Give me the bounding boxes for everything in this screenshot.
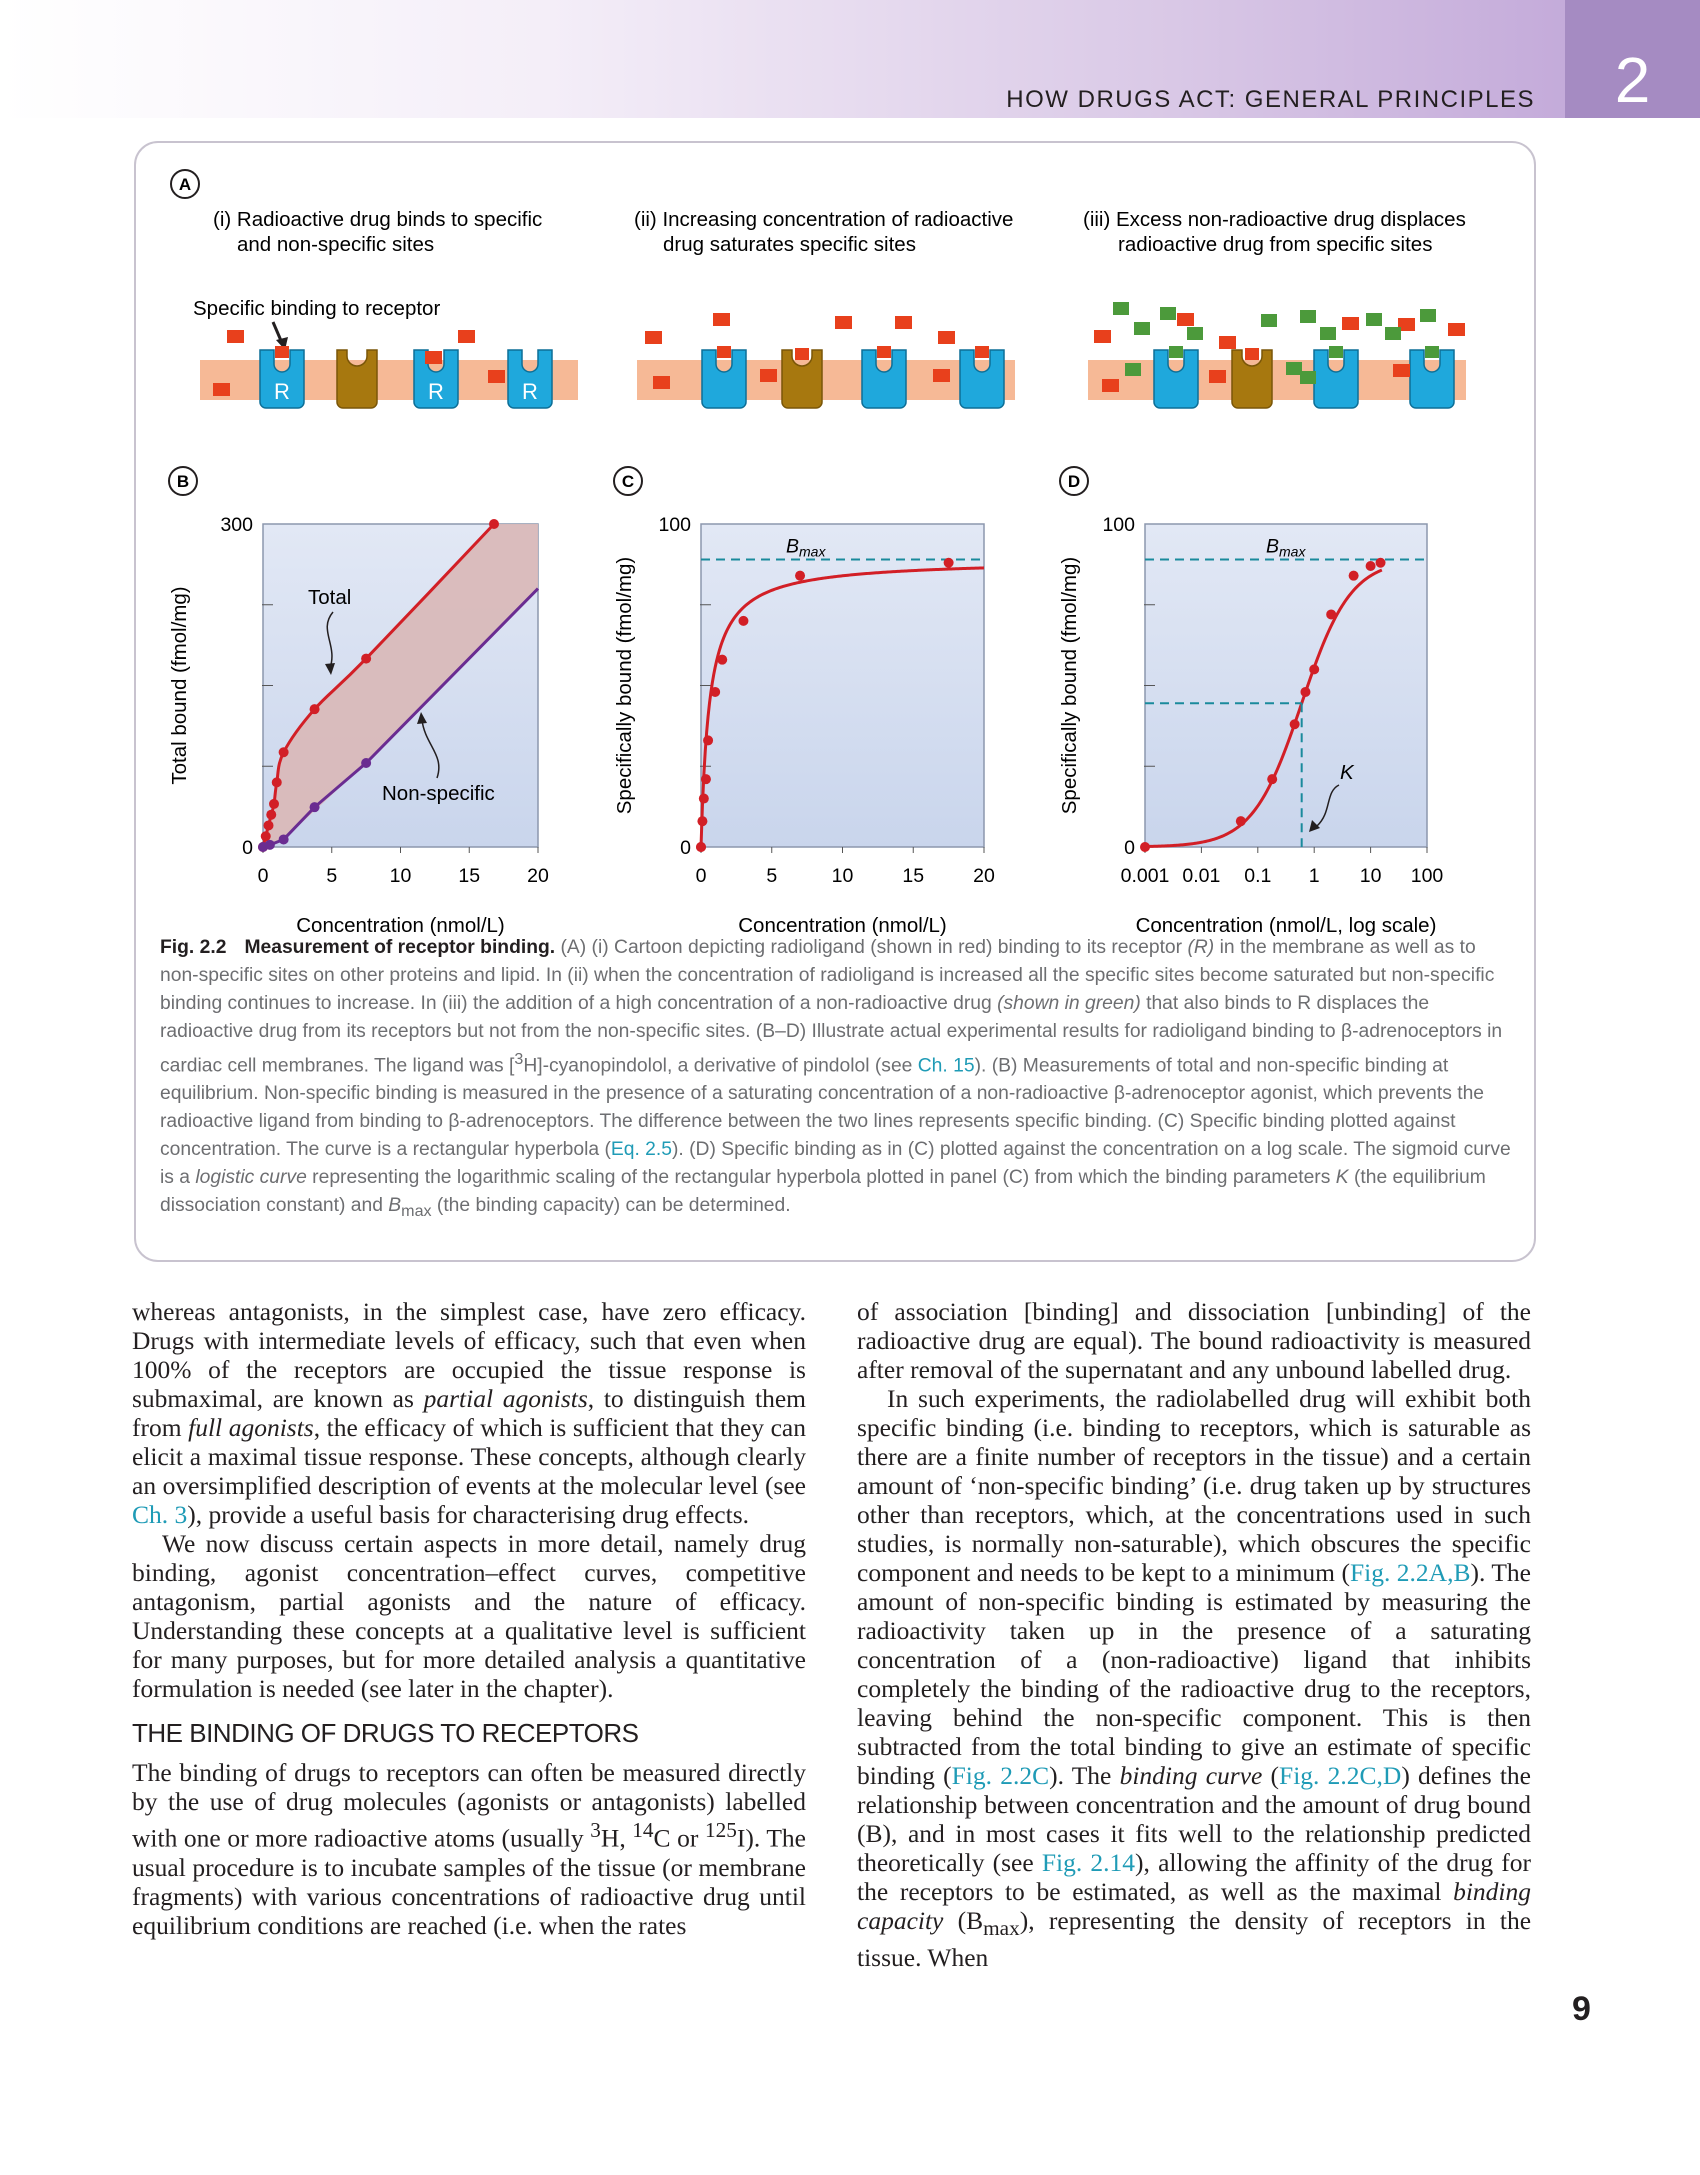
radioligand — [645, 331, 662, 344]
data-point — [795, 571, 805, 581]
y-tick-label: 300 — [220, 514, 253, 536]
text-run: In such experiments, the radiolabelled drug will exhibit both specific binding (i.e. binding to receptors, which is saturable as there are a finite number of receptors in the tissue) and a certain amount of ‘non-specific binding’ (i.e. drug taken up by structures other than receptors, which, at the concentrations used in such studies, is normally non-saturable), which obscures the specific component and needs to be kept to a minimum ( — [857, 1384, 1531, 1587]
caption-text: (A) (i) Cartoon depicting radioligand (shown in red) binding to its receptor — [555, 937, 1188, 958]
radioligand — [938, 331, 955, 344]
data-point — [1300, 687, 1310, 697]
caption-italic: K — [1335, 1166, 1349, 1188]
x-tick-label: 0.01 — [1182, 865, 1221, 887]
panel-a-iii-line1: (iii) Excess non-radioactive drug displaces — [1083, 208, 1466, 231]
paragraph: We now discuss certain aspects in more detail, namely drug binding, agonist concentration–effect curves, competitive antagonism, partial agonists and the nature of efficacy. Understanding these concepts at a qualitative level is sufficient for many purposes, but for more detailed analysis a quantitative formulation is needed (see later in the chapter). — [132, 1529, 806, 1703]
caption-text: ). (D) Specific binding as in (C) plotted against the concentration on a log scale. The sigmoid curve is a — [160, 1138, 1511, 1188]
panel-b-letter: B — [176, 472, 190, 491]
receptor — [1314, 350, 1358, 408]
data-point — [1140, 842, 1150, 852]
radioligand — [213, 383, 230, 396]
panel-a — [171, 170, 1466, 408]
figure-caption — [160, 934, 1515, 1225]
y-axis-label: Specifically bound (fmol/mg) — [1058, 556, 1081, 815]
text-run: ), allowing the affinity of the drug for the receptors to be estimated, as well as the maximal — [857, 1848, 1531, 1906]
radioligand — [975, 346, 989, 358]
caption-subscript: max — [401, 1201, 432, 1220]
receptor — [862, 350, 906, 408]
radioligand — [717, 346, 731, 358]
text-run: whereas antagonists, in the simplest case, have zero efficacy. Drugs with intermediate levels of efficacy, such that even when 100% of the receptors are occupied the tissue response is submaximal, are known as — [132, 1297, 806, 1413]
radioligand — [1219, 336, 1236, 349]
x-tick-label: 10 — [389, 865, 412, 887]
plot-area — [1145, 524, 1427, 847]
data-point — [1267, 774, 1277, 784]
receptor-letter: R — [428, 379, 444, 404]
nonradioactive-drug — [1187, 327, 1203, 340]
text-run: I). The usual procedure is to incubate samples of the tissue (or membrane fragments) with various concentrations of radioactive drug until equilibrium conditions are reached (i.e. when the rates — [132, 1823, 806, 1940]
y-tick-label: 100 — [1102, 514, 1135, 536]
nonradioactive-drug — [1261, 314, 1277, 327]
radioligand — [795, 348, 809, 360]
x-tick-label: 20 — [527, 865, 549, 887]
x-tick-label: 15 — [458, 865, 481, 887]
radioligand — [227, 330, 244, 343]
caption-text: representing the logarithmic scaling of the rectangular hyperbola plotted in panel (C) from which the binding parameters — [306, 1166, 1336, 1188]
data-point-non-specific — [361, 758, 371, 768]
nonradioactive-drug — [1169, 346, 1183, 358]
text-run: C or — [653, 1823, 705, 1853]
text-italic: partial agonists — [423, 1384, 588, 1413]
text-run: , to distinguish them from — [132, 1384, 806, 1442]
link-ch3[interactable]: Ch. 3 — [132, 1500, 188, 1529]
receptor — [1154, 350, 1198, 408]
text-run: H, — [600, 1823, 633, 1853]
nonradioactive-drug — [1366, 313, 1382, 326]
caption-italic: (R) — [1187, 937, 1215, 958]
bmax-label: $B_{max}$ — [786, 535, 826, 560]
bmax-label: $B_{max}$ — [1266, 535, 1306, 560]
x-tick-label: 100 — [1410, 865, 1444, 887]
data-point-total — [272, 777, 282, 787]
nonradioactive-drug — [1134, 322, 1150, 335]
chapter-number: 2 — [1614, 44, 1651, 116]
receptor — [702, 350, 746, 408]
data-point — [1290, 719, 1300, 729]
x-axis-label: Concentration (nmol/L) — [738, 914, 947, 937]
y-tick-label: 0 — [680, 837, 691, 859]
k-label: K — [1340, 761, 1354, 784]
data-point — [703, 735, 713, 745]
radioligand — [275, 346, 289, 358]
caption-text: ). (B) Measurements of total and non-specific binding at equilibrium. Non-specific binding is measured in the presence of a saturating concentration of a non-radioactive β-adrenoceptor agonist, which prevents the radioactive ligand from binding to β-adrenoceptors. The difference between the two lines represents specific binding. (C) Specific binding plotted against concentration. The curve is a rectangular hyperbola ( — [160, 1055, 1485, 1160]
superscript: 3 — [590, 1818, 601, 1842]
x-tick-label: 0.1 — [1244, 865, 1272, 887]
x-tick-label: 0 — [257, 865, 269, 887]
superscript: 14 — [632, 1818, 654, 1842]
text-run: ). The — [1049, 1761, 1120, 1790]
bmax-subscript: max — [1279, 543, 1306, 560]
receptor-letter: R — [274, 379, 290, 404]
panel-a-i-line1: (i) Radioactive drug binds to specific — [213, 208, 543, 231]
radioligand — [1102, 379, 1119, 392]
x-tick-label: 1 — [1308, 865, 1320, 887]
nonradioactive-drug — [1420, 309, 1436, 322]
annotation-total: Total — [308, 586, 352, 609]
paragraph — [132, 1758, 806, 1940]
data-point — [710, 687, 720, 697]
y-tick-label: 0 — [1124, 837, 1135, 859]
subscript: max — [983, 1916, 1020, 1941]
data-point-non-specific — [265, 840, 275, 850]
chart-d — [1058, 514, 1443, 937]
radioligand — [877, 346, 891, 358]
y-tick-label: 100 — [658, 514, 691, 536]
caption-superscript: 3 — [514, 1049, 524, 1068]
y-axis-label: Total bound (fmol/mg) — [168, 586, 191, 785]
data-point-total — [269, 799, 279, 809]
caption-text: H]-cyanopindolol, a derivative of pindolol (see — [523, 1055, 918, 1077]
annotation-non-specific: Non-specific — [382, 782, 495, 805]
text-run: (B — [943, 1906, 984, 1935]
link-fig-2-2cd[interactable]: Fig. 2.2C,D — [1279, 1761, 1402, 1790]
specific-binding-label: Specific binding to receptor — [193, 297, 441, 320]
panel-a-i-line2: and non-specific sites — [237, 233, 435, 256]
page-number: 9 — [1572, 1990, 1591, 2028]
nonradioactive-drug — [1300, 371, 1316, 384]
data-point — [738, 616, 748, 626]
radioligand — [1209, 370, 1226, 383]
radioligand — [1448, 323, 1465, 336]
text-run: ( — [1262, 1761, 1280, 1790]
text-run: ), provide a useful basis for characterising drug effects. — [187, 1500, 750, 1529]
paragraph: of association [binding] and dissociation [unbinding] of the radioactive drug are equal). The bound radioactivity is measured after removal of the supernatant and any unbound labelled drug. — [857, 1297, 1531, 1384]
text-run: ). The amount of non-specific binding is estimated by measuring the radioactivity taken up in the presence of a saturating concentration of a (non-radioactive) ligand that inhibits completely the binding of the radioactive drug to the receptors, leaving behind the non-specific component. This is then subtracted from the total binding to give an estimate of specific binding ( — [857, 1558, 1531, 1790]
text-run: ) defines the relationship between concentration and the amount of drug bound (B), and in most cases it fits well to the relationship predicted theoretically (see — [857, 1761, 1531, 1877]
chart-b — [168, 514, 549, 937]
link-fig-2-2ab[interactable]: Fig. 2.2A,B — [1349, 1558, 1471, 1587]
text-run: ), representing the density of receptors in the tissue. When — [857, 1906, 1532, 1973]
caption-text: that also binds to R displaces the radioactive drug from its receptors but not from the non-specific sites. (B–D) Illustrate actual experimental results for radioligand binding to β-adrenoceptors in cardiac cell membranes. The ligand was [ — [160, 992, 1503, 1077]
x-tick-label: 10 — [831, 865, 854, 887]
data-point — [701, 774, 711, 784]
data-point — [696, 842, 706, 852]
superscript: 125 — [704, 1818, 737, 1842]
radioligand — [713, 313, 730, 326]
y-tick-label: 0 — [242, 837, 253, 859]
text-italic: binding capacity — [857, 1877, 1531, 1935]
x-tick-label: 5 — [326, 865, 338, 887]
section-heading: THE BINDING OF DRUGS TO RECEPTORS — [132, 1718, 639, 1748]
caption-text: (the equilibrium dissociation constant) and — [160, 1166, 1486, 1216]
data-point-total — [264, 820, 274, 830]
panel-a-ii-line2: drug saturates specific sites — [663, 233, 916, 256]
caption-title: Measurement of receptor binding. — [244, 937, 556, 958]
nonradioactive-drug — [1113, 302, 1129, 315]
nonradioactive-drug — [1320, 327, 1336, 340]
text-italic: full agonists — [188, 1413, 314, 1442]
radioligand — [1094, 330, 1111, 343]
data-point — [944, 558, 954, 568]
link-eq-2-5[interactable]: Eq. 2.5 — [610, 1138, 672, 1160]
radioligand — [1245, 348, 1259, 360]
radioligand — [1177, 313, 1194, 326]
radioligand — [1393, 364, 1410, 377]
data-point-total — [489, 519, 499, 529]
nonradioactive-drug — [1160, 307, 1176, 320]
x-tick-label: 20 — [973, 865, 995, 887]
radioligand — [1342, 317, 1359, 330]
cartoon-ii — [637, 313, 1015, 408]
nonradioactive-drug — [1125, 363, 1141, 376]
radioligand — [895, 316, 912, 329]
receptor — [960, 350, 1004, 408]
radioligand — [653, 376, 670, 389]
data-point — [697, 816, 707, 826]
data-point — [699, 794, 709, 804]
data-point-total — [261, 831, 271, 841]
nonradioactive-drug — [1425, 346, 1439, 358]
nonradioactive-drug — [1286, 362, 1302, 375]
radioligand — [835, 316, 852, 329]
cartoon-i — [200, 330, 578, 408]
radioligand — [760, 369, 777, 382]
data-point — [1349, 571, 1359, 581]
paragraph — [857, 1384, 1531, 1972]
body-column-right — [857, 1297, 1531, 1972]
y-axis-label: Specifically bound (fmol/mg) — [613, 556, 636, 815]
caption-text: (the binding capacity) can be determined. — [431, 1194, 791, 1216]
running-head: HOW DRUGS ACT: GENERAL PRINCIPLES — [1006, 86, 1535, 113]
x-tick-label: 10 — [1359, 865, 1382, 887]
receptor — [1410, 350, 1454, 408]
caption-italic: logistic curve — [195, 1166, 307, 1188]
radioligand — [933, 369, 950, 382]
x-tick-label: 0 — [695, 865, 707, 887]
cartoon-iii — [1088, 302, 1466, 408]
nonradioactive-drug — [1300, 310, 1316, 323]
caption-italic: B — [388, 1194, 402, 1216]
body-column-left — [132, 1297, 806, 1940]
data-point-total — [361, 654, 371, 664]
panel-a-letter: A — [178, 175, 192, 194]
plot-area — [701, 524, 984, 847]
data-point-total — [279, 747, 289, 757]
data-point-total — [310, 704, 320, 714]
x-tick-label: 5 — [766, 865, 778, 887]
radioligand — [425, 351, 442, 364]
data-point-non-specific — [310, 802, 320, 812]
data-point-total — [266, 810, 276, 820]
other-protein — [337, 350, 377, 408]
link-ch15[interactable]: Ch. 15 — [917, 1055, 975, 1077]
data-point-non-specific — [279, 834, 289, 844]
text-italic: binding curve — [1119, 1761, 1263, 1790]
nonradioactive-drug — [1329, 346, 1343, 358]
chart-c — [613, 514, 995, 937]
text-run: The binding of drugs to receptors can often be measured directly by the use of drug molecules (agonists or antagonists) labelled with one or more radioactive atoms (usually — [132, 1758, 806, 1853]
panel-d-letter: D — [1067, 472, 1081, 491]
panel-a-iii-line2: radioactive drug from specific sites — [1118, 233, 1433, 256]
x-axis-label: Concentration (nmol/L, log scale) — [1135, 914, 1437, 937]
paragraph — [132, 1297, 806, 1529]
panel-c-letter: C — [621, 472, 635, 491]
x-axis-label: Concentration (nmol/L) — [296, 914, 505, 937]
panel-a-ii-line1: (ii) Increasing concentration of radioactive — [634, 208, 1014, 231]
membrane — [637, 360, 1015, 400]
receptor-letter: R — [522, 379, 538, 404]
data-point — [1326, 609, 1336, 619]
link-fig-2-2c[interactable]: Fig. 2.2C — [951, 1761, 1050, 1790]
radioligand — [488, 370, 505, 383]
caption-italic: (shown in green) — [997, 992, 1141, 1014]
data-point — [1376, 558, 1386, 568]
caption-label: Fig. 2.2 — [160, 937, 227, 958]
link-fig-2-14[interactable]: Fig. 2.14 — [1041, 1848, 1136, 1877]
data-point — [1366, 561, 1376, 571]
x-tick-label: 0.001 — [1120, 865, 1170, 887]
data-point — [717, 655, 727, 665]
x-tick-label: 15 — [902, 865, 925, 887]
data-point — [1309, 664, 1319, 674]
radioligand — [458, 330, 475, 343]
nonradioactive-drug — [1385, 327, 1401, 340]
bmax-subscript: max — [799, 543, 826, 560]
data-point — [1236, 816, 1246, 826]
text-run: , the efficacy of which is sufficient that they can elicit a maximal tissue response. These concepts, although clearly an oversimplified description of events at the molecular level (see — [132, 1413, 806, 1500]
caption-text: in the membrane as well as to non-specific sites on other proteins and lipid. In (ii) when the concentration of radioligand is increased all the specific sites become saturated but non-specific binding continues to increase. In (iii) the addition of a high concentration of a non-radioactive drug — [160, 937, 1495, 1014]
